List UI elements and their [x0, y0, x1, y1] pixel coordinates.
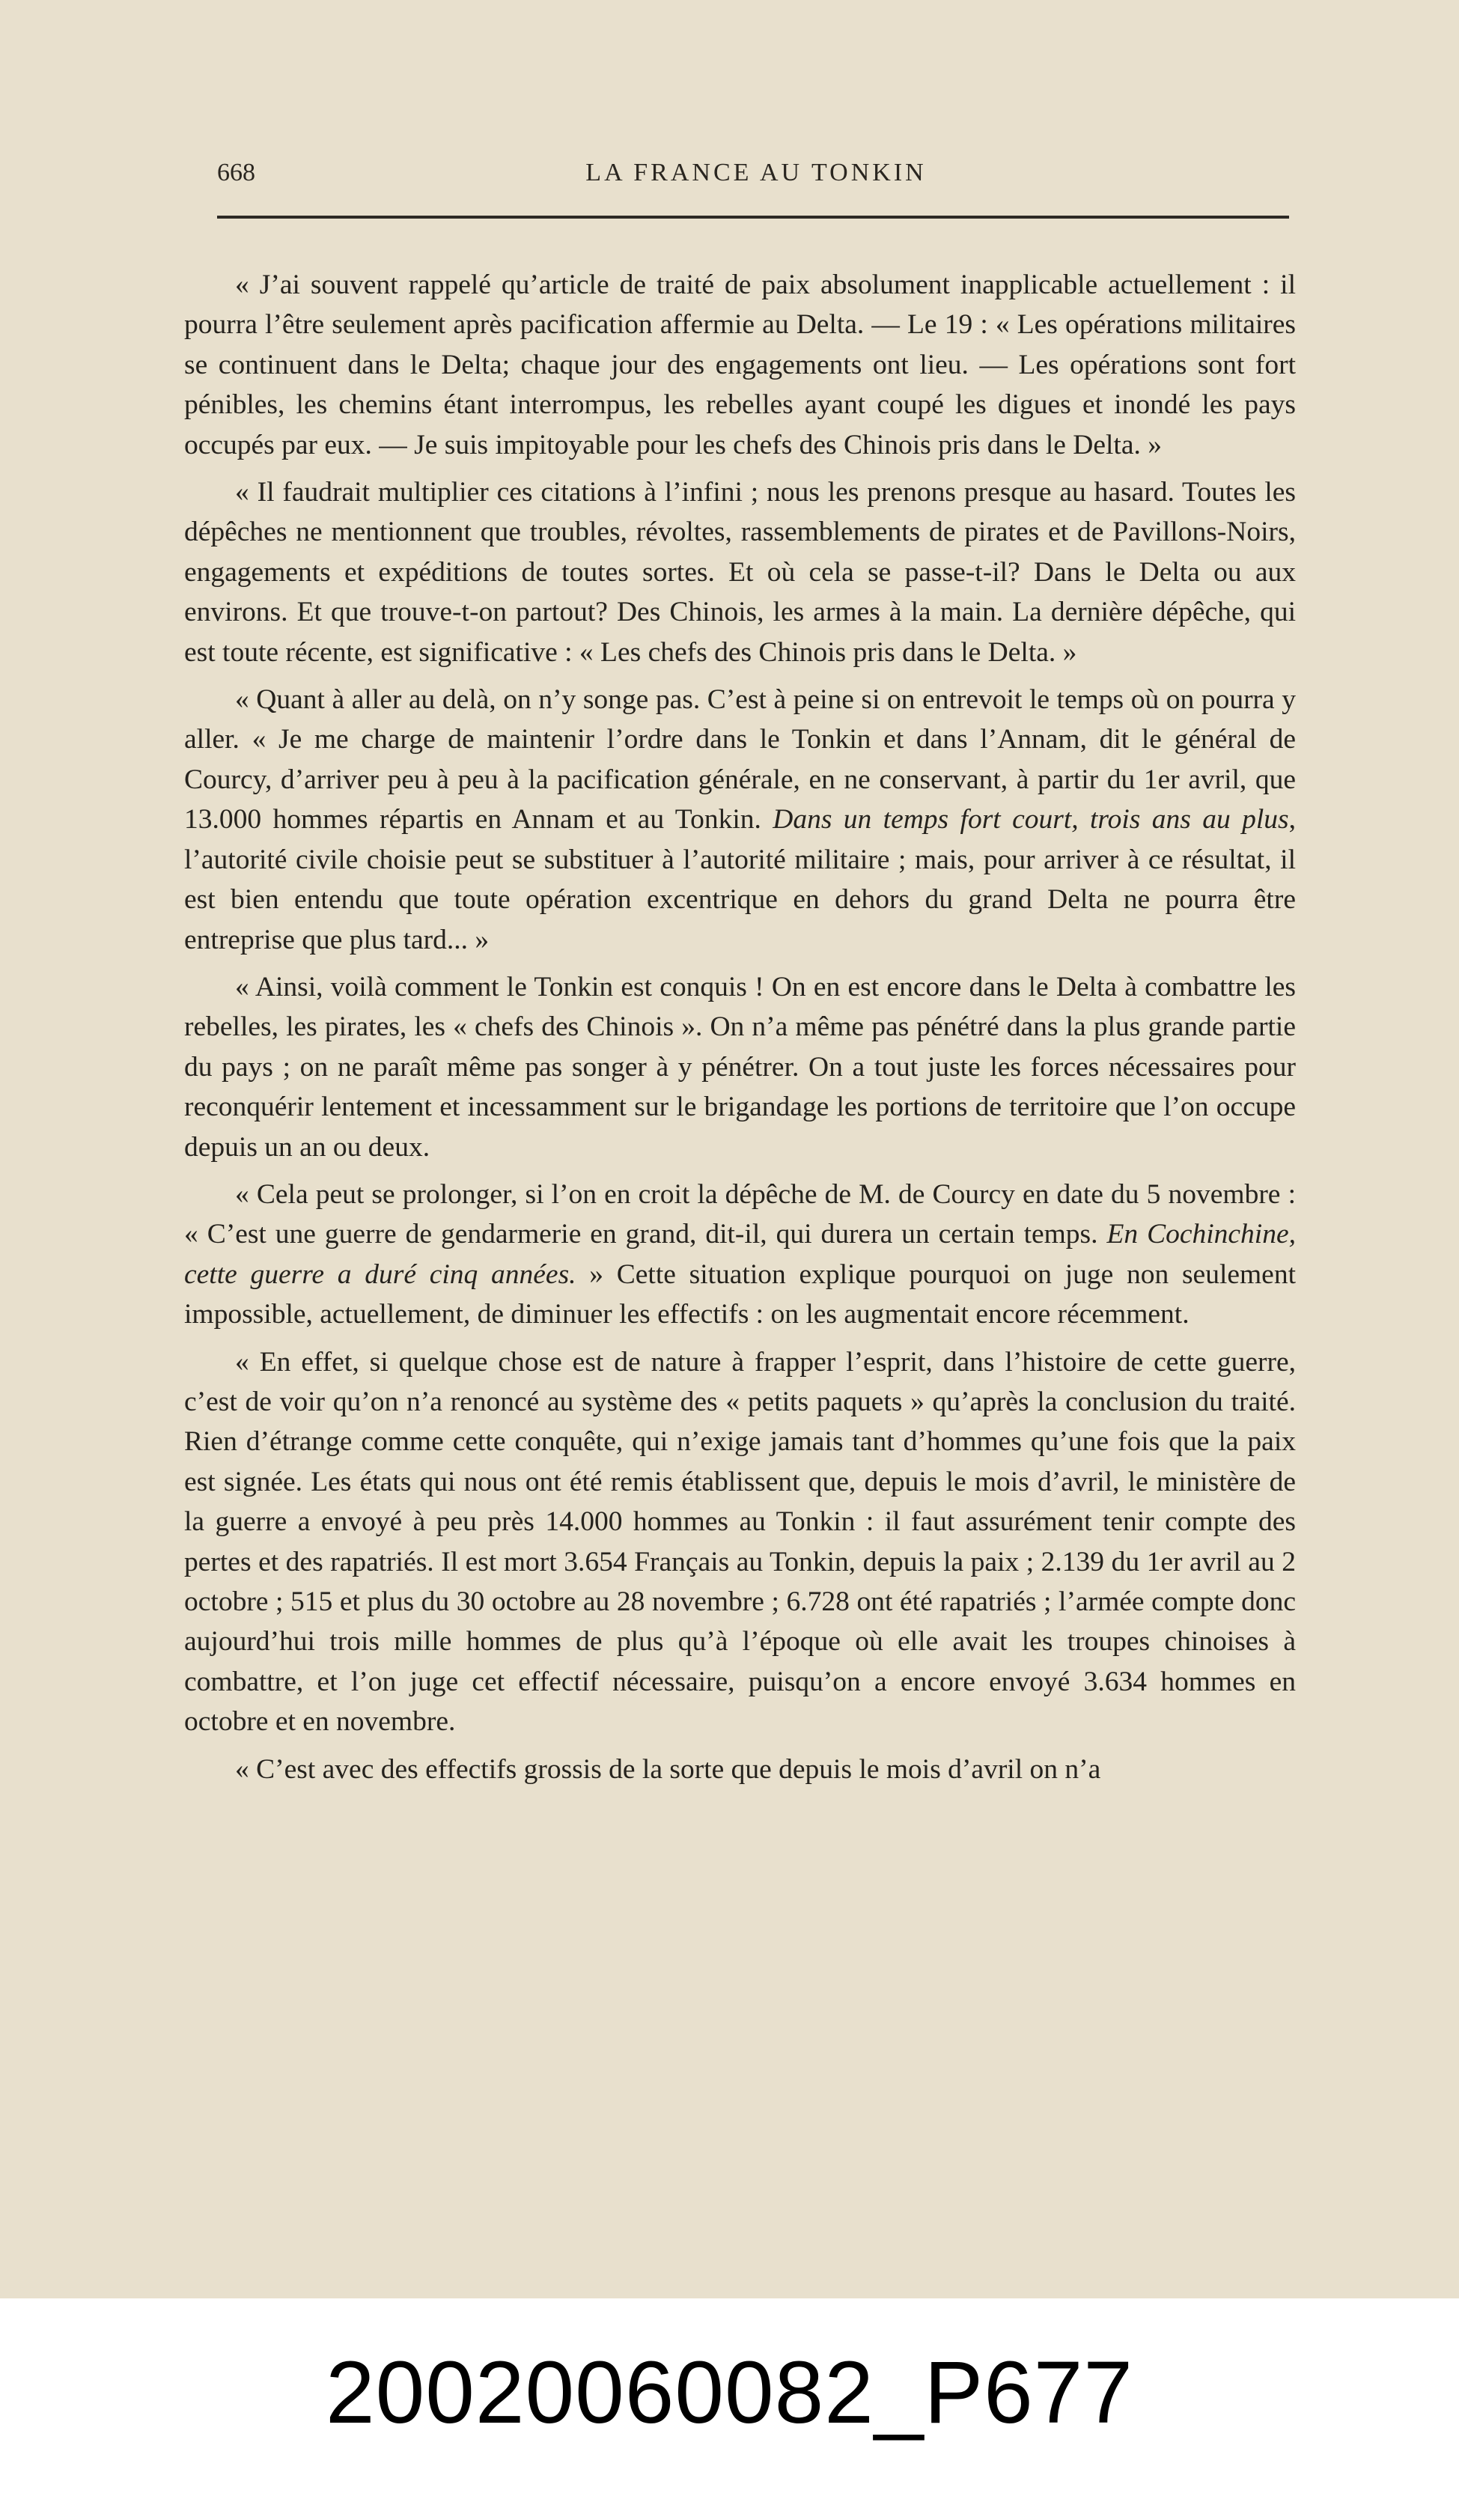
paragraph-5-text-a: « Cela peut se prolonger, si l’on en croit la dépêche de M. de Courcy en date du 5 novembre : « C’est une guerre de gendarmerie en grand, dit-il, qui durera un certain temps. [184, 1178, 1296, 1250]
page-number: 668 [217, 159, 255, 186]
paragraph-3-text-b: , l’autorité civile choisie peut se substituer à l’autorité militaire ; mais, pour arriver à ce résultat, il est bien entendu que toute opération excentrique en dehors du grand Delta ne pourra être entreprise que plus tard... » [184, 804, 1296, 955]
paragraph-3 [184, 680, 1296, 960]
catalog-id: 20020060082_P677 [325, 2343, 1134, 2442]
page-header [217, 159, 1288, 204]
paragraph-1: « J’ai souvent rappelé qu’article de traité de paix absolument inapplicable actuellement : il pourra l’être seulement après pacification affermie au Delta. — Le 19 : « Les opérations militaires se continuent dans le Delta; chaque jour des engagements ont lieu. — Les opérations sont fort pénibles, les chemins étant interrompus, les rebelles ayant coupé les digues et inondé les pays occupés par eux. — Je suis impitoyable pour les chefs des Chinois pris dans le Delta. » [184, 270, 1296, 460]
paragraph-5-text-b: » Cette situation explique pourquoi on juge non seulement impossible, actuellement, de diminuer les effectifs : on les augmentait encore récemment. [184, 1259, 1296, 1330]
header-rule [217, 216, 1289, 219]
paragraph-5 [184, 1175, 1296, 1335]
paragraph-3-text-a: « Quant à aller au delà, on n’y songe pas. C’est à peine si on entrevoit le temps où on pourra y aller. « Je me charge de maintenir l’ordre dans le Tonkin et dans l’Annam, dit le général de Courcy, d’arriver peu à peu à la pacification générale, en ne conservant, à partir du 1er avril, que 13.000 hommes répartis en Annam et au Tonkin. [184, 684, 1296, 836]
paragraph-2: « Il faudrait multiplier ces citations à l’infini ; nous les prenons presque au hasard. Toutes les dépêches ne mentionnent que troubles, révoltes, rassemblements de pirates et de Pavillons-Noirs, engagements et expéditions de toutes sortes. Et où cela se passe-t-il? Dans le Delta ou aux environs. Et que trouve-t-on partout? Des Chinois, les armes à la main. La dernière dépêche, qui est toute récente, est significative : « Les chefs des Chinois pris dans le Delta. » [184, 477, 1296, 668]
running-title: LA FRANCE AU TONKIN [585, 159, 927, 186]
paragraph-4: « Ainsi, voilà comment le Tonkin est conquis ! On en est encore dans le Delta à combattre les rebelles, les pirates, les « chefs des Chinois ». On n’a même pas pénétré dans la plus grande partie du pays ; on ne paraît même pas songer à y pénétrer. On a tout juste les forces nécessaires pour reconquérir lentement et incessamment sur le brigandage les portions de territoire que l’on occupe depuis un an ou deux. [184, 971, 1296, 1163]
body-text [184, 265, 1296, 1797]
paragraph-3-italic: Dans un temps fort court, trois ans au plus [773, 804, 1289, 836]
paragraph-7: « C’est avec des effectifs grossis de la sorte que depuis le mois d’avril on n’a [235, 1753, 1101, 1785]
paragraph-6: « En effet, si quelque chose est de nature à frapper l’esprit, dans l’histoire de cette guerre, c’est de voir qu’on n’a renoncé au système des « petits paquets » qu’après la conclusion du traité. Rien d’étrange comme cette conquête, qui n’exige jamais tant d’hommes qu’une fois que la paix est signée. Les états qui nous ont été remis établissent que, depuis le mois d’avril, le ministère de la guerre a envoyé à peu près 14.000 hommes au Tonkin : il faut assurément tenir compte des pertes et des rapatriés. Il est mort 3.654 Français au Tonkin, depuis la paix ; 2.139 du 1er avril au 2 octobre ; 515 et plus du 30 octobre au 28 novembre ; 6.728 ont été rapatriés ; l’armée compte donc aujourd’hui trois mille hommes de plus qu’à l’époque où elle avait les troupes chinoises à combattre, et l’on juge cet effectif nécessaire, puisqu’on a encore envoyé 3.634 hommes en octobre et en novembre. [184, 1346, 1296, 1738]
paragraph-5-italic: En Cochinchine, cette guerre a duré cinq années. [184, 1219, 1296, 1290]
